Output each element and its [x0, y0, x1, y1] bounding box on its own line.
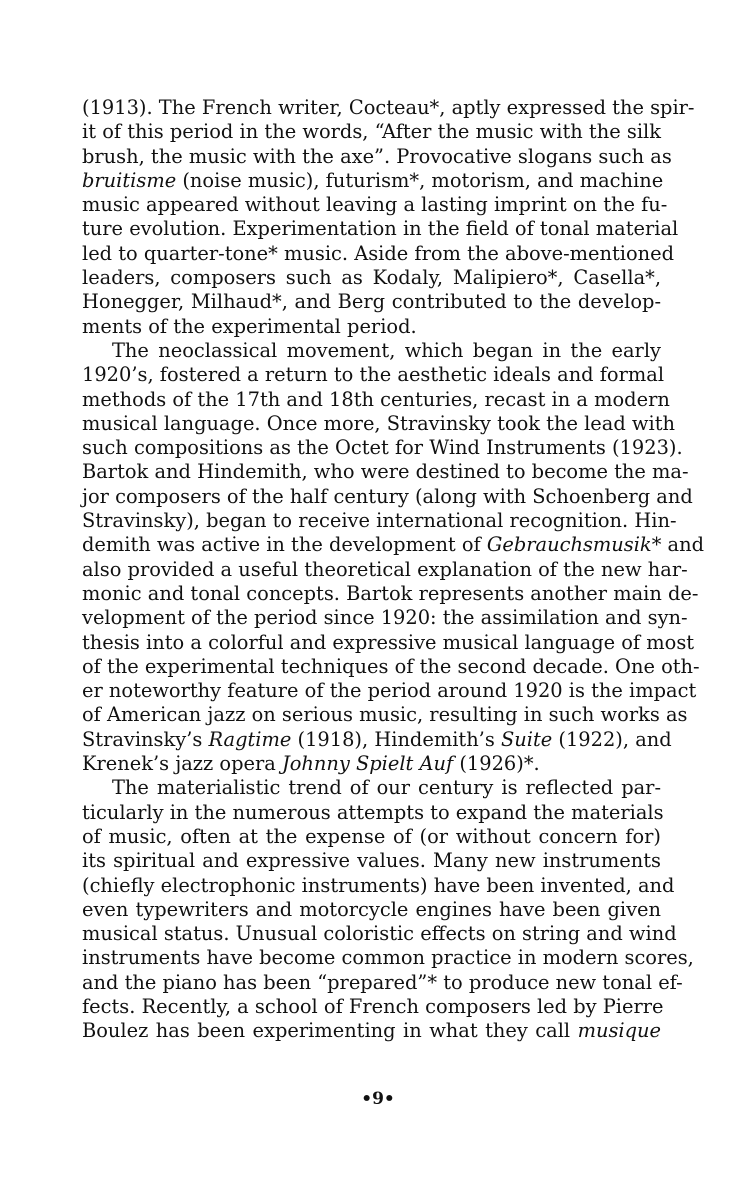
text-line: ments of the experimental period. — [82, 314, 417, 338]
text-line: Honegger, Milhaud*, and Berg contributed to the develop- — [82, 290, 661, 314]
italic-term: Gebrauchsmusik — [486, 533, 652, 557]
text-line: The materialistic trend of our century is reflected par- — [112, 776, 661, 800]
text-line: Krenek’s jazz opera Johnny Spielt Auf (1926)*. — [82, 752, 540, 776]
text-line: monic and tonal concepts. Bartok represents another main de- — [82, 581, 699, 605]
text-line: musical status. Unusual coloristic effects on string and wind — [82, 922, 677, 946]
text-line: demith was active in the development of Gebrauchsmusik* and — [82, 533, 705, 557]
text-line: The neoclassical movement, which began in the early — [112, 338, 661, 362]
text-line: bruitisme (noise music), futurism*, motorism, and machine — [82, 168, 664, 192]
text-line: and the piano has been “prepared”* to produce new tonal ef- — [82, 970, 683, 994]
text-line: leaders, composers such as Kodaly, Malipiero*, Casella*, — [82, 266, 661, 290]
italic-term: Ragtime — [208, 727, 292, 751]
italic-term: musique — [577, 1019, 661, 1043]
text-line: methods of the 17th and 18th centuries, recast in a modern — [82, 387, 670, 411]
text-line: brush, the music with the axe”. Provocative slogans such as — [82, 144, 672, 168]
text-line: such compositions as the Octet for Wind Instruments (1923). — [82, 436, 683, 460]
paragraph — [82, 96, 695, 339]
text-line: Stravinsky), began to receive international recognition. Hin- — [82, 509, 677, 533]
text-line: of American jazz on serious music, resulting in such works as — [82, 703, 688, 727]
paragraph — [82, 338, 705, 776]
text-line: instruments have become common practice in modern scores, — [82, 946, 694, 970]
text-line: ticularly in the numerous attempts to expand the materials — [82, 800, 664, 824]
text-line: music appeared without leaving a lasting imprint on the fu- — [82, 193, 668, 217]
text-line: ture evolution. Experimentation in the field of tonal material — [82, 217, 679, 241]
text-line: (1913). The French writer, Cocteau*, aptly expressed the spir- — [82, 96, 695, 119]
text-line: thesis into a colorful and expressive musical language of most — [82, 630, 695, 654]
text-line: er noteworthy feature of the period around 1920 is the impact — [82, 679, 697, 703]
text-line: it of this period in the words, “After the music with the silk — [82, 120, 661, 144]
text-line: velopment of the period since 1920: the assimilation and syn- — [82, 606, 688, 630]
text-line: (chiefly electrophonic instruments) have been invented, and — [82, 873, 675, 897]
italic-term: Suite — [500, 727, 553, 751]
page-number: •9• — [361, 1089, 395, 1109]
text-line: led to quarter-tone* music. Aside from the above-mentioned — [82, 241, 675, 265]
text-line: fects. Recently, a school of French composers led by Pierre — [82, 994, 664, 1018]
text-line: of the experimental techniques of the second decade. One oth- — [82, 654, 700, 678]
text-line: even typewriters and motorcycle engines have been given — [82, 897, 661, 921]
text-line: its spiritual and expressive values. Many new instruments — [82, 849, 661, 873]
text-line: 1920’s, fostered a return to the aesthetic ideals and formal — [82, 363, 665, 387]
italic-term: bruitisme — [82, 168, 177, 192]
text-line: also provided a useful theoretical explanation of the new har- — [82, 557, 688, 581]
text-line: of music, often at the expense of (or without concern for) — [82, 824, 661, 848]
text-line: Stravinsky’s Ragtime (1918), Hindemith’s Suite (1922), and — [82, 727, 672, 751]
text-line: musical language. Once more, Stravinsky took the lead with — [82, 411, 675, 435]
italic-term: Johnny Spielt Auf — [281, 752, 454, 776]
text-line: Bartok and Hindemith, who were destined to become the ma- — [82, 460, 689, 484]
text-line: jor composers of the half century (along with Schoenberg and — [82, 484, 693, 508]
page-body — [82, 96, 705, 1044]
paragraph — [82, 776, 694, 1043]
text-line: Boulez has been experimenting in what they call musique — [82, 1019, 661, 1043]
